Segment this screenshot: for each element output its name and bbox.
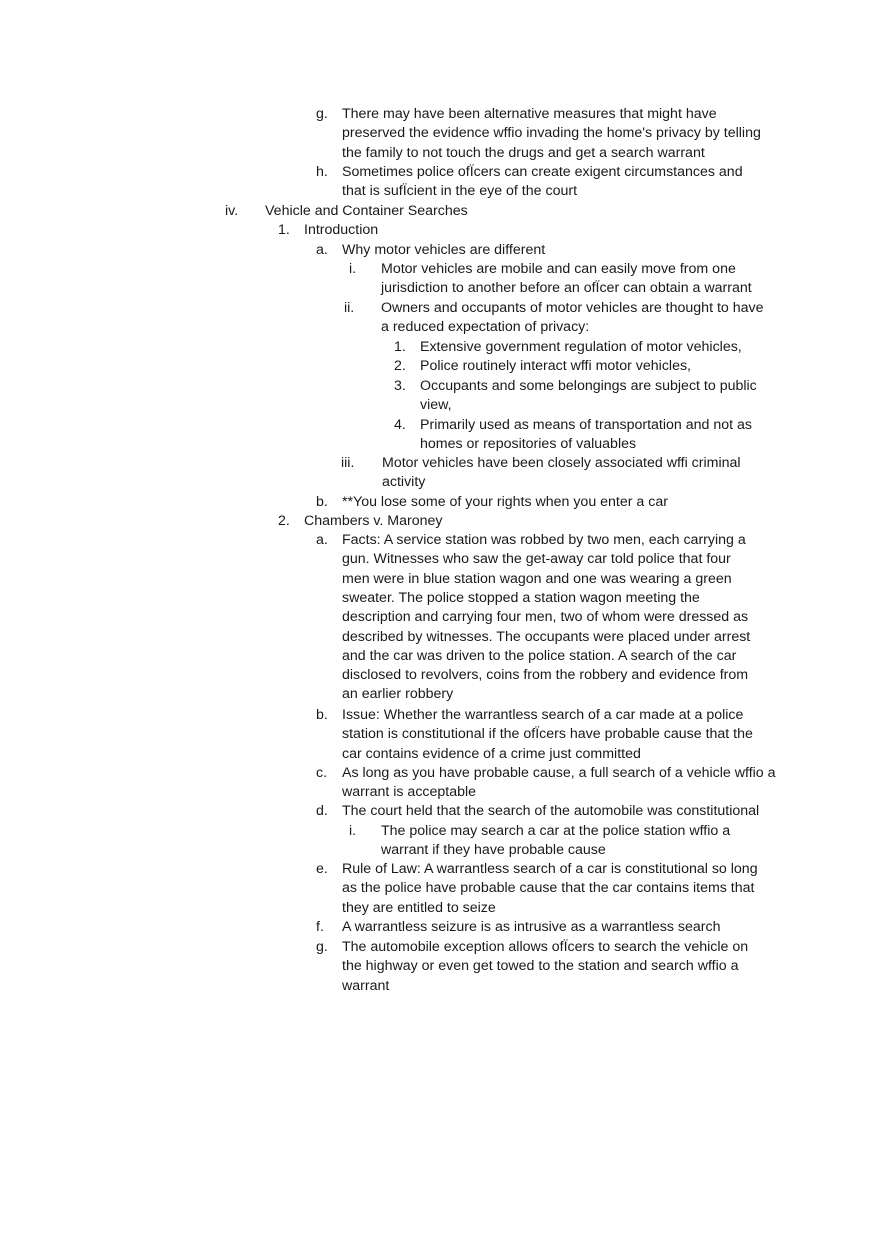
list-marker: 4. <box>394 417 406 433</box>
list-item-text: warrant if they have probable cause <box>381 842 606 859</box>
list-item-text: Why motor vehicles are different <box>342 242 546 258</box>
list-item-text: jurisdiction to another before an ofÏcer can obtain a warrant <box>381 280 752 297</box>
list-item-text: gun. Witnesses who saw the get-away car told police that four <box>342 551 731 568</box>
list-item-text: that is sufÏcient in the eye of the court <box>342 183 578 200</box>
list-marker: 2. <box>394 358 406 374</box>
list-marker: d. <box>316 803 328 819</box>
list-item-text: the family to not touch the drugs and get a search warrant <box>342 144 705 161</box>
list-item-text: Introduction <box>304 222 379 238</box>
list-marker: i. <box>349 261 357 277</box>
list-item-text: men were in blue station wagon and one was wearing a green <box>342 570 732 587</box>
list-item-text: Sometimes police ofÏcers can create exigent circumstances and <box>342 164 743 180</box>
list-marker: 2. <box>278 513 290 529</box>
list-item-text: homes or repositories of valuables <box>420 436 637 453</box>
list-item-text: Owners and occupants of motor vehicles are thought to have <box>381 300 764 316</box>
list-item-text: Issue: Whether the warrantless search of a car made at a police <box>342 707 744 723</box>
list-marker: 3. <box>394 378 406 394</box>
list-marker: g. <box>316 939 328 955</box>
list-marker: h. <box>316 164 328 180</box>
list-item-text: Occupants and some belongings are subject to public <box>420 378 757 394</box>
list-marker: b. <box>316 707 328 723</box>
list-marker: a. <box>316 532 328 548</box>
list-item-text: Vehicle and Container Searches <box>265 203 468 219</box>
list-marker: c. <box>316 765 328 781</box>
list-item-text: sweater. The police stopped a station wagon meeting the <box>342 589 700 606</box>
list-item-text: as the police have probable cause that the car contains items that <box>342 880 755 897</box>
list-marker: ii. <box>344 300 355 316</box>
list-item-text: and the car was driven to the police station. A search of the car <box>342 647 737 664</box>
list-marker: iii. <box>341 455 355 471</box>
list-item-text: they are entitled to seize <box>342 899 496 916</box>
list-item-text: described by witnesses. The occupants were placed under arrest <box>342 628 751 645</box>
list-item-text: activity <box>382 474 426 491</box>
list-item-text: warrant is acceptable <box>342 784 477 801</box>
list-item-text: Rule of Law: A warrantless search of a car is constitutional so long <box>342 861 758 877</box>
list-item-text: description and carrying four men, two of whom were dressed as <box>342 609 749 626</box>
list-item-text: A warrantless seizure is as intrusive as a warrantless search <box>342 919 721 935</box>
list-item-text: Extensive government regulation of motor vehicles, <box>420 339 742 355</box>
list-item-text: Police routinely interact wffi motor vehicles, <box>420 358 691 374</box>
list-item-text: station is constitutional if the ofÏcers have probable cause that the <box>342 726 753 743</box>
list-item-text: an earlier robbery <box>342 686 454 703</box>
list-marker: b. <box>316 494 328 510</box>
list-marker: 1. <box>278 222 290 238</box>
list-item-text: The police may search a car at the police station wffio a <box>381 823 731 839</box>
list-marker: i. <box>349 823 357 839</box>
list-item-text: Primarily used as means of transportation and not as <box>420 417 752 433</box>
list-item-text: warrant <box>342 977 390 994</box>
list-marker: 1. <box>394 339 406 355</box>
list-marker: f. <box>316 919 324 935</box>
list-marker: g. <box>316 106 328 122</box>
list-item-text: disclosed to revolvers, coins from the robbery and evidence from <box>342 667 749 684</box>
list-item-text: car contains evidence of a crime just committed <box>342 745 641 762</box>
list-item-text: The court held that the search of the automobile was constitutional <box>342 803 760 819</box>
list-item-text: view, <box>420 397 452 414</box>
list-marker: e. <box>316 861 328 877</box>
list-item-text: a reduced expectation of privacy: <box>381 319 590 336</box>
list-item-text: There may have been alternative measures that might have <box>342 106 717 122</box>
list-item-text: Motor vehicles are mobile and can easily move from one <box>381 261 736 277</box>
list-item-text: The automobile exception allows ofÏcers to search the vehicle on <box>342 939 749 955</box>
list-item-text: Chambers v. Maroney <box>304 513 443 529</box>
list-item-text: preserved the evidence wffio invading the home's privacy by telling <box>342 125 761 142</box>
list-item-text: **You lose some of your rights when you enter a car <box>342 494 668 510</box>
list-item-text: the highway or even get towed to the station and search wffio a <box>342 958 739 975</box>
list-item-text: As long as you have probable cause, a full search of a vehicle wffio a <box>342 765 776 781</box>
list-item-text: Motor vehicles have been closely associated wffi criminal <box>382 455 741 471</box>
list-marker: iv. <box>225 203 239 219</box>
list-item-text: Facts: A service station was robbed by two men, each carrying a <box>342 532 746 548</box>
list-marker: a. <box>316 242 328 258</box>
